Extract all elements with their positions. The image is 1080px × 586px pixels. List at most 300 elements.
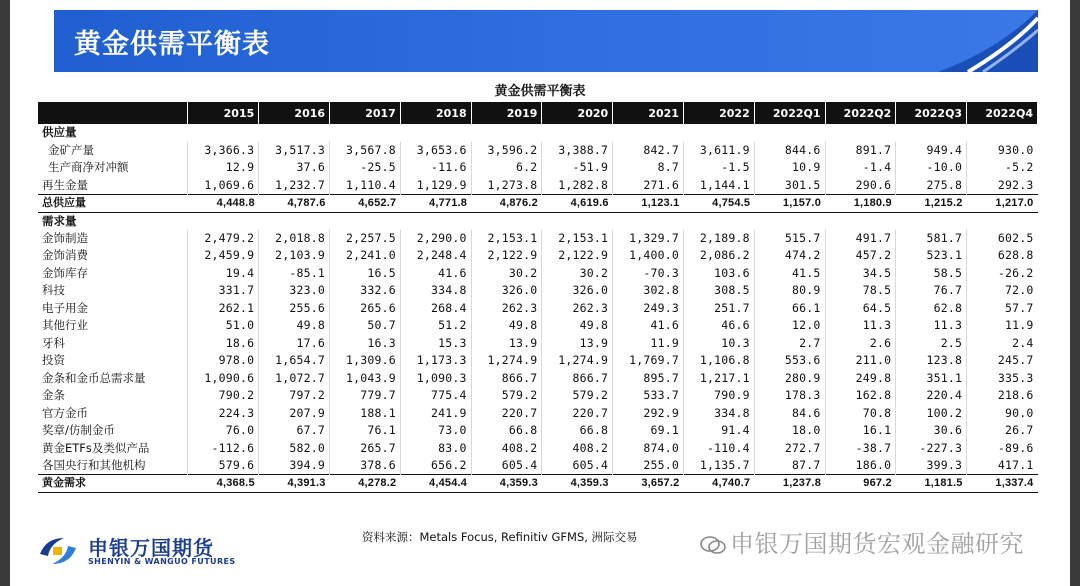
table-row	[38, 457, 1038, 475]
value-cell: 326.0	[542, 282, 613, 300]
value-cell: 582.0	[259, 440, 330, 458]
value-cell: 474.2	[754, 247, 825, 265]
header-cell-label	[38, 102, 188, 124]
table-row	[38, 247, 1038, 265]
row-label: 各国央行和其他机构	[42, 458, 146, 472]
value-cell: -1.5	[683, 159, 754, 177]
row-label: 牙科	[42, 335, 65, 350]
value-cell: 779.7	[330, 387, 401, 405]
value-cell: 1,217.1	[683, 370, 754, 388]
table-row	[38, 352, 1038, 370]
value-cell: 2,153.1	[542, 230, 613, 248]
table-body	[38, 124, 1038, 493]
table-row	[38, 159, 1038, 177]
table-row	[38, 265, 1038, 283]
value-cell: 326.0	[471, 282, 542, 300]
value-cell: 2.7	[754, 335, 825, 353]
value-cell: 262.3	[471, 300, 542, 318]
value-cell: 394.9	[259, 457, 330, 475]
table-title: 黄金供需平衡表	[494, 84, 586, 99]
value-cell: 331.7	[188, 282, 259, 300]
total-row	[38, 194, 1038, 212]
value-cell: 211.0	[825, 352, 896, 370]
value-cell: -112.6	[188, 440, 259, 458]
value-cell: 12.0	[754, 317, 825, 335]
value-cell: 1,043.9	[330, 370, 401, 388]
value-cell: -70.3	[613, 265, 684, 283]
value-cell: 1,217.0	[967, 194, 1038, 212]
row-label: 金饰制造	[42, 230, 88, 245]
value-cell	[259, 124, 330, 142]
value-cell: 656.2	[400, 457, 471, 475]
value-cell: 249.8	[825, 370, 896, 388]
value-cell	[754, 212, 825, 230]
value-cell: 67.7	[259, 422, 330, 440]
header-cell-2021: 2021	[613, 102, 684, 124]
value-cell: 1,180.9	[825, 194, 896, 212]
value-cell: 334.8	[400, 282, 471, 300]
row-label: 科技	[42, 283, 65, 298]
value-cell: 1,106.8	[683, 352, 754, 370]
value-cell: 457.2	[825, 247, 896, 265]
value-cell: 220.7	[542, 405, 613, 423]
value-cell: 2,103.9	[259, 247, 330, 265]
value-cell: 30.2	[542, 265, 613, 283]
value-cell: 967.2	[825, 475, 896, 493]
title-banner	[54, 10, 1038, 72]
value-cell: 408.2	[542, 440, 613, 458]
value-cell: 224.3	[188, 405, 259, 423]
header-cell-2019: 2019	[471, 102, 542, 124]
value-cell: 30.6	[896, 422, 967, 440]
header-cell-2022q3: 2022Q3	[896, 102, 967, 124]
value-cell: 1,072.7	[259, 370, 330, 388]
value-cell: 4,359.3	[542, 475, 613, 493]
value-cell: 1,090.6	[188, 370, 259, 388]
value-cell: 605.4	[471, 457, 542, 475]
value-cell: -10.0	[896, 159, 967, 177]
value-cell: 1,282.8	[542, 177, 613, 195]
value-cell: 262.3	[542, 300, 613, 318]
header-cell-2020: 2020	[542, 102, 613, 124]
value-cell: 1,337.4	[967, 475, 1038, 493]
value-cell: 1,215.2	[896, 194, 967, 212]
value-cell: 17.6	[259, 335, 330, 353]
value-cell: 80.9	[754, 282, 825, 300]
value-cell: 2,018.8	[259, 230, 330, 248]
value-cell: 1,309.6	[330, 352, 401, 370]
value-cell: 268.4	[400, 300, 471, 318]
value-cell: 866.7	[471, 370, 542, 388]
value-cell: 272.7	[754, 440, 825, 458]
value-cell: 6.2	[471, 159, 542, 177]
table-row	[38, 177, 1038, 195]
row-label: 其他行业	[42, 318, 88, 333]
value-cell: 399.3	[896, 457, 967, 475]
table-header-row	[38, 102, 1038, 124]
value-cell: 844.6	[754, 142, 825, 160]
value-cell: 41.5	[754, 265, 825, 283]
value-cell	[683, 212, 754, 230]
value-cell: 292.3	[967, 177, 1038, 195]
value-cell: 290.6	[825, 177, 896, 195]
value-cell: 207.9	[259, 405, 330, 423]
value-cell: 2,241.0	[330, 247, 401, 265]
value-cell: -11.6	[400, 159, 471, 177]
value-cell: 70.8	[825, 405, 896, 423]
value-cell: 41.6	[400, 265, 471, 283]
value-cell: 2.4	[967, 335, 1038, 353]
value-cell: 76.7	[896, 282, 967, 300]
value-cell: 581.7	[896, 230, 967, 248]
table-row	[38, 317, 1038, 335]
value-cell: 30.2	[471, 265, 542, 283]
value-cell: 84.6	[754, 405, 825, 423]
value-cell: 790.2	[188, 387, 259, 405]
value-cell: 1,110.4	[330, 177, 401, 195]
value-cell: 351.1	[896, 370, 967, 388]
value-cell: 123.8	[896, 352, 967, 370]
value-cell: 602.5	[967, 230, 1038, 248]
value-cell: 69.1	[613, 422, 684, 440]
slide	[10, 0, 1070, 586]
row-label: 总供应量	[38, 194, 188, 212]
value-cell: 1,123.1	[613, 194, 684, 212]
value-cell: 1,769.7	[613, 352, 684, 370]
value-cell: 292.9	[613, 405, 684, 423]
header-cell-2022q4: 2022Q4	[967, 102, 1038, 124]
value-cell: 1,274.9	[471, 352, 542, 370]
value-cell: 775.4	[400, 387, 471, 405]
value-cell: 790.9	[683, 387, 754, 405]
value-cell: 51.0	[188, 317, 259, 335]
value-cell: 2,189.8	[683, 230, 754, 248]
value-cell: 3,596.2	[471, 142, 542, 160]
value-cell: 4,787.6	[259, 194, 330, 212]
value-cell: 11.9	[613, 335, 684, 353]
row-label: 投资	[42, 353, 65, 368]
row-label: 金饰库存	[42, 265, 88, 280]
value-cell: 4,771.8	[400, 194, 471, 212]
value-cell: 49.8	[542, 317, 613, 335]
value-cell: 408.2	[471, 440, 542, 458]
value-cell: 1,273.8	[471, 177, 542, 195]
header-cell-2017: 2017	[330, 102, 401, 124]
value-cell: 417.1	[967, 457, 1038, 475]
value-cell: 628.8	[967, 247, 1038, 265]
value-cell: 41.6	[613, 317, 684, 335]
table-row	[38, 405, 1038, 423]
row-label: 生产商净对冲额	[48, 160, 129, 175]
value-cell: 16.1	[825, 422, 896, 440]
row-label: 金条	[42, 388, 65, 403]
row-label: 供应量	[42, 125, 77, 140]
value-cell: 245.7	[967, 352, 1038, 370]
value-cell: 3,388.7	[542, 142, 613, 160]
value-cell: 220.4	[896, 387, 967, 405]
value-cell	[259, 212, 330, 230]
page-title: 黄金供需平衡表	[74, 29, 270, 60]
value-cell: 1,129.9	[400, 177, 471, 195]
value-cell: 1,654.7	[259, 352, 330, 370]
value-cell: 4,652.7	[330, 194, 401, 212]
value-cell: 301.5	[754, 177, 825, 195]
table-row	[38, 440, 1038, 458]
value-cell: 11.9	[967, 317, 1038, 335]
value-cell: 2,248.4	[400, 247, 471, 265]
header-cell-2022q2: 2022Q2	[825, 102, 896, 124]
value-cell: 46.6	[683, 317, 754, 335]
table-row	[38, 370, 1038, 388]
value-cell	[825, 212, 896, 230]
value-cell: 3,366.3	[188, 142, 259, 160]
company-logo	[34, 530, 254, 574]
value-cell: -110.4	[683, 440, 754, 458]
value-cell: -26.2	[967, 265, 1038, 283]
value-cell	[471, 212, 542, 230]
section-row	[38, 124, 1038, 142]
value-cell: 16.3	[330, 335, 401, 353]
value-cell: 90.0	[967, 405, 1038, 423]
value-cell: 188.1	[330, 405, 401, 423]
value-cell: 26.7	[967, 422, 1038, 440]
value-cell: 553.6	[754, 352, 825, 370]
value-cell: 50.7	[330, 317, 401, 335]
value-cell	[471, 124, 542, 142]
value-cell	[400, 212, 471, 230]
value-cell: 218.6	[967, 387, 1038, 405]
value-cell: 2,257.5	[330, 230, 401, 248]
value-cell: 62.8	[896, 300, 967, 318]
value-cell: 3,611.9	[683, 142, 754, 160]
value-cell: 533.7	[613, 387, 684, 405]
value-cell: 378.6	[330, 457, 401, 475]
value-cell: 262.1	[188, 300, 259, 318]
value-cell: 930.0	[967, 142, 1038, 160]
value-cell: 4,754.5	[683, 194, 754, 212]
value-cell: 949.4	[896, 142, 967, 160]
value-cell: 2,122.9	[542, 247, 613, 265]
row-label: 再生金量	[42, 177, 88, 192]
value-cell: 797.2	[259, 387, 330, 405]
row-label: 官方金币	[42, 405, 88, 420]
value-cell: 10.9	[754, 159, 825, 177]
value-cell	[967, 124, 1038, 142]
value-cell: 275.8	[896, 177, 967, 195]
value-cell: -51.9	[542, 159, 613, 177]
value-cell	[683, 124, 754, 142]
value-cell: 2,086.2	[683, 247, 754, 265]
value-cell	[825, 124, 896, 142]
value-cell	[542, 212, 613, 230]
value-cell: 271.6	[613, 177, 684, 195]
value-cell: 51.2	[400, 317, 471, 335]
value-cell	[896, 212, 967, 230]
value-cell: 186.0	[825, 457, 896, 475]
value-cell: 18.0	[754, 422, 825, 440]
value-cell	[613, 124, 684, 142]
value-cell: 335.3	[967, 370, 1038, 388]
value-cell: 3,657.2	[613, 475, 684, 493]
value-cell: 73.0	[400, 422, 471, 440]
value-cell: -25.5	[330, 159, 401, 177]
value-cell: 4,876.2	[471, 194, 542, 212]
value-cell: 66.1	[754, 300, 825, 318]
value-cell: 4,368.5	[188, 475, 259, 493]
value-cell: 2,122.9	[471, 247, 542, 265]
value-cell: 100.2	[896, 405, 967, 423]
header-cell-2016: 2016	[259, 102, 330, 124]
banner-swoosh-decoration	[898, 10, 1038, 72]
row-label: 黄金需求	[38, 475, 188, 493]
row-label: 需求量	[42, 213, 77, 228]
row-label: 黄金ETFs及类似产品	[42, 440, 150, 455]
value-cell: 76.0	[188, 422, 259, 440]
value-cell: 13.9	[471, 335, 542, 353]
value-cell: 16.5	[330, 265, 401, 283]
header-cell-2022q1: 2022Q1	[754, 102, 825, 124]
value-cell: 1,135.7	[683, 457, 754, 475]
value-cell: 332.6	[330, 282, 401, 300]
value-cell: 162.8	[825, 387, 896, 405]
value-cell: 4,448.8	[188, 194, 259, 212]
value-cell	[613, 212, 684, 230]
value-cell: 4,278.2	[330, 475, 401, 493]
value-cell: 87.7	[754, 457, 825, 475]
value-cell: 11.3	[825, 317, 896, 335]
value-cell: 255.6	[259, 300, 330, 318]
value-cell: 3,653.6	[400, 142, 471, 160]
value-cell: 4,359.3	[471, 475, 542, 493]
value-cell: 4,619.6	[542, 194, 613, 212]
table-row	[38, 230, 1038, 248]
source-note: 资料来源：Metals Focus, Refinitiv GFMS, 洲际交易	[362, 530, 638, 544]
value-cell: 1,144.1	[683, 177, 754, 195]
value-cell: 103.6	[683, 265, 754, 283]
value-cell	[754, 124, 825, 142]
value-cell: 10.3	[683, 335, 754, 353]
value-cell: 18.6	[188, 335, 259, 353]
watermark-text: 申银万国期货宏观金融研究	[730, 530, 1024, 558]
value-cell: 842.7	[613, 142, 684, 160]
table-row	[38, 142, 1038, 160]
value-cell: 1,274.9	[542, 352, 613, 370]
value-cell: 1,090.3	[400, 370, 471, 388]
value-cell	[542, 124, 613, 142]
total-row	[38, 475, 1038, 493]
header-cell-2018: 2018	[400, 102, 471, 124]
value-cell	[896, 124, 967, 142]
value-cell: 72.0	[967, 282, 1038, 300]
value-cell: 66.8	[542, 422, 613, 440]
value-cell: 334.8	[683, 405, 754, 423]
value-cell: 265.7	[330, 440, 401, 458]
value-cell: 37.6	[259, 159, 330, 177]
value-cell: 12.9	[188, 159, 259, 177]
value-cell: 34.5	[825, 265, 896, 283]
value-cell: 302.8	[613, 282, 684, 300]
value-cell: 323.0	[259, 282, 330, 300]
value-cell: 3,567.8	[330, 142, 401, 160]
value-cell: 13.9	[542, 335, 613, 353]
value-cell: 57.7	[967, 300, 1038, 318]
value-cell: 515.7	[754, 230, 825, 248]
value-cell: 978.0	[188, 352, 259, 370]
value-cell: 4,391.3	[259, 475, 330, 493]
value-cell: -85.1	[259, 265, 330, 283]
row-label: 奖章/仿制金币	[42, 423, 115, 438]
value-cell: 1,232.7	[259, 177, 330, 195]
value-cell	[400, 124, 471, 142]
value-cell: 1,069.6	[188, 177, 259, 195]
value-cell: -38.7	[825, 440, 896, 458]
header-cell-2015: 2015	[188, 102, 259, 124]
value-cell: 64.5	[825, 300, 896, 318]
logo-name-en: SHENYIN & WANGUO FUTURES	[88, 557, 236, 566]
value-cell: 11.3	[896, 317, 967, 335]
value-cell: 2,290.0	[400, 230, 471, 248]
value-cell: 66.8	[471, 422, 542, 440]
value-cell: 2.6	[825, 335, 896, 353]
value-cell: 49.8	[471, 317, 542, 335]
value-cell: 2,153.1	[471, 230, 542, 248]
value-cell: 605.4	[542, 457, 613, 475]
table-row	[38, 300, 1038, 318]
value-cell: 891.7	[825, 142, 896, 160]
value-cell: 49.8	[259, 317, 330, 335]
row-label: 金条和金币总需求量	[42, 370, 146, 385]
gold-balance-table	[38, 102, 1038, 493]
value-cell: 3,517.3	[259, 142, 330, 160]
value-cell: 1,237.8	[754, 475, 825, 493]
value-cell: -5.2	[967, 159, 1038, 177]
value-cell: 15.3	[400, 335, 471, 353]
value-cell: -89.6	[967, 440, 1038, 458]
value-cell: 579.2	[542, 387, 613, 405]
section-row	[38, 212, 1038, 230]
value-cell: 866.7	[542, 370, 613, 388]
value-cell: -227.3	[896, 440, 967, 458]
header-cell-2022: 2022	[683, 102, 754, 124]
value-cell: 255.0	[613, 457, 684, 475]
row-label: 金饰消费	[42, 248, 88, 263]
value-cell: 1,173.3	[400, 352, 471, 370]
watermark	[700, 524, 1024, 559]
value-cell: 4,454.4	[400, 475, 471, 493]
value-cell: 579.2	[471, 387, 542, 405]
value-cell: 523.1	[896, 247, 967, 265]
table-row	[38, 335, 1038, 353]
value-cell: 76.1	[330, 422, 401, 440]
value-cell: 241.9	[400, 405, 471, 423]
wechat-icon	[700, 535, 726, 555]
value-cell: 83.0	[400, 440, 471, 458]
value-cell: 1,400.0	[613, 247, 684, 265]
value-cell: 308.5	[683, 282, 754, 300]
value-cell: 874.0	[613, 440, 684, 458]
logo-mark-icon	[38, 534, 78, 568]
value-cell	[330, 212, 401, 230]
value-cell: 249.3	[613, 300, 684, 318]
table-row	[38, 282, 1038, 300]
value-cell: 58.5	[896, 265, 967, 283]
value-cell: 178.3	[754, 387, 825, 405]
value-cell: 2.5	[896, 335, 967, 353]
value-cell: 895.7	[613, 370, 684, 388]
value-cell: 91.4	[683, 422, 754, 440]
value-cell: 8.7	[613, 159, 684, 177]
value-cell: 280.9	[754, 370, 825, 388]
